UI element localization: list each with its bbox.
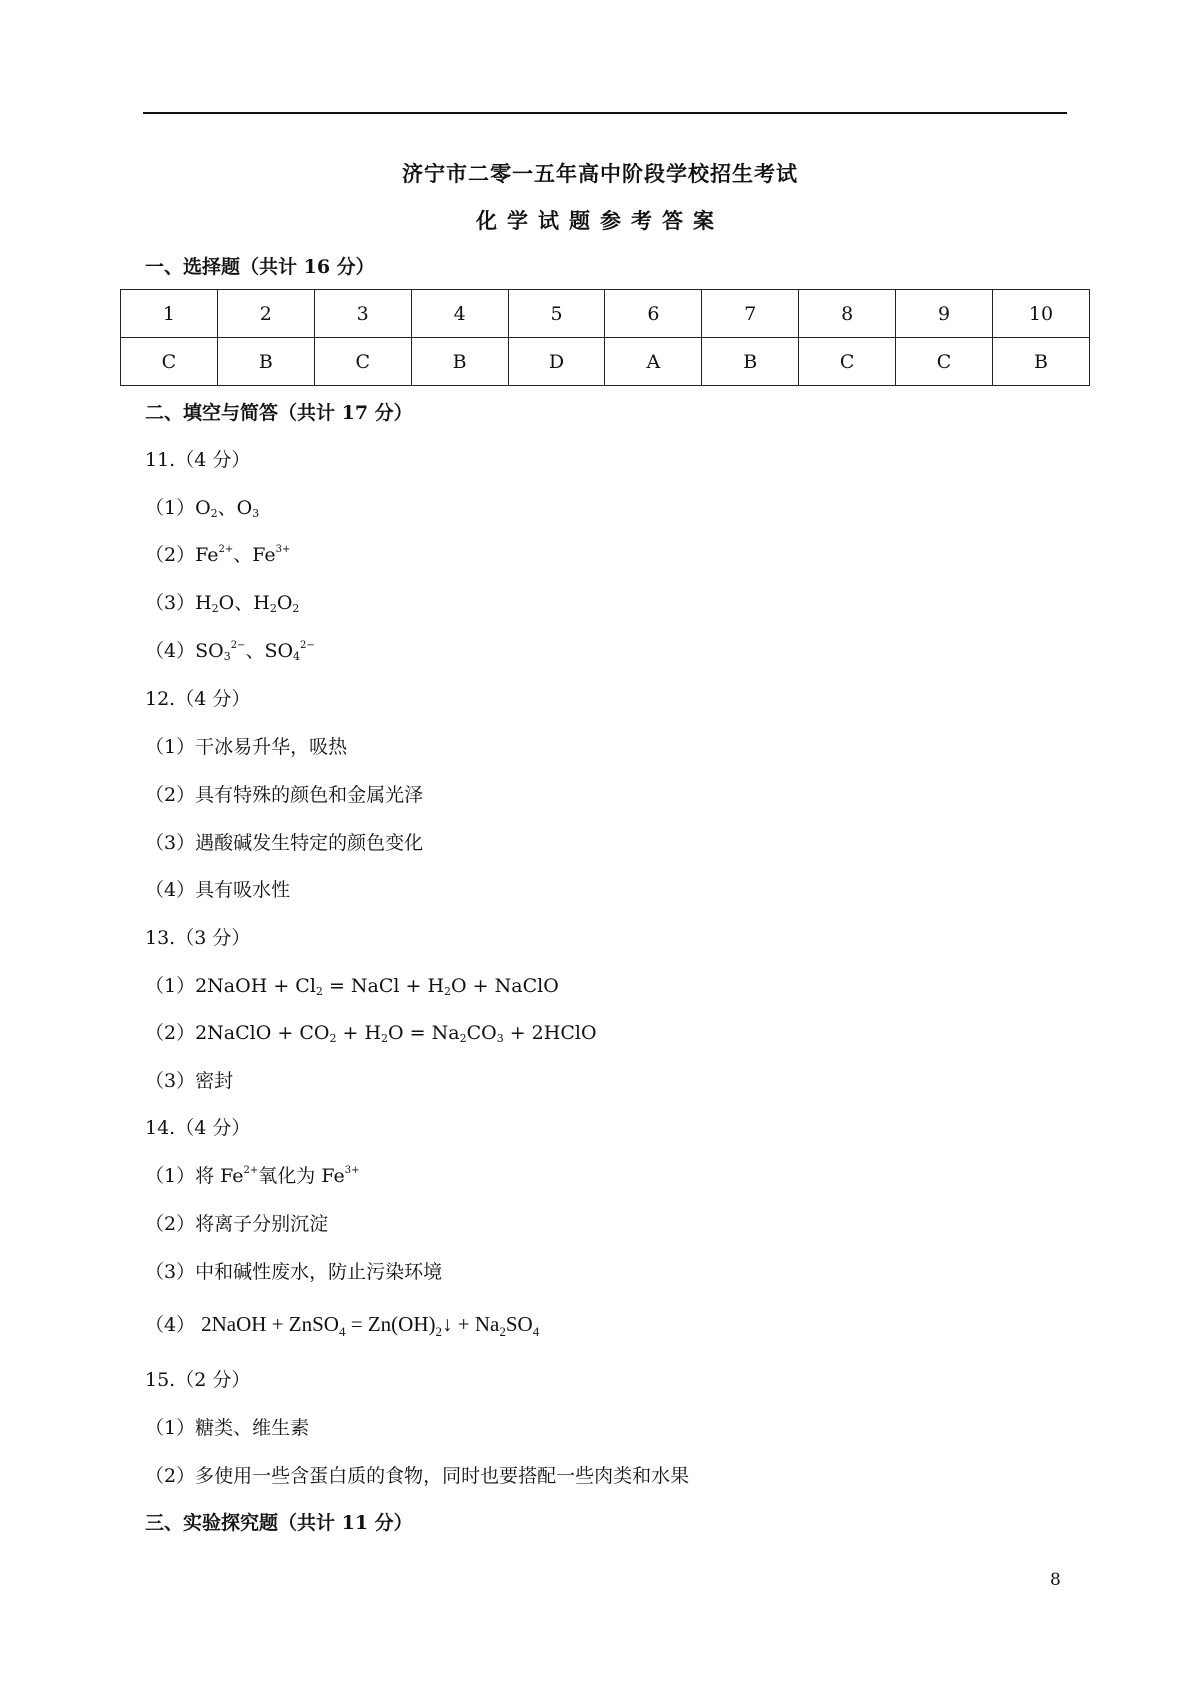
question-13-answer-2: （2）2NaClO + $CO_2 + H_2O = Na_2CO_3$ + 2HClO (145, 1022, 597, 1045)
zinc-reaction-equation: 2NaOH + ZnSO$_4$ = $Zn(OH)_2↓ + Na_2SO_4$ (201, 1312, 540, 1339)
header-rule (143, 112, 1067, 114)
question-12-answer-3: （3）遇酸碱发生特定的颜色变化 (145, 832, 424, 854)
answer-table-answer-row (121, 338, 1090, 386)
question-number-cell: 10 (993, 290, 1090, 338)
section-heading-choice: 一、选择题（共计 16 分） (145, 256, 375, 278)
question-number-cell: 7 (702, 290, 799, 338)
answer-cell: B (993, 338, 1090, 386)
question-11-answer-1: $(1)O_2$、$O_3$ (145, 497, 260, 520)
question-12-answer-1: （1）干冰易升华，吸热 (145, 736, 348, 758)
precipitate-down-arrow-icon: ↓ (441, 1312, 453, 1336)
section-heading-experiment: 三、实验探究题（共计 11 分） (145, 1512, 413, 1534)
question-13-answer-1: （1）2NaOH + $Cl_2$ = NaCl + $H_2O$ + NaClO (145, 975, 559, 998)
question-number-cell: 5 (508, 290, 605, 338)
question-11-answer-3: $(3)H_2O$、$H_2O_2$ (145, 592, 300, 615)
question-11-answer-4: $(4)SO_3^{2-}$、$SO_4^{2-}$ (145, 640, 315, 663)
question-number-cell: 6 (605, 290, 702, 338)
question-15-answer-2: （2）多使用一些含蛋白质的食物，同时也要搭配一些肉类和水果 (145, 1465, 690, 1487)
answer-cell: D (508, 338, 605, 386)
question-15-heading: 15.（2 分） (145, 1369, 251, 1391)
answer-cell: C (121, 338, 218, 386)
answer-cell: C (896, 338, 993, 386)
page-subtitle: 化学试题参考答案 (476, 208, 724, 233)
question-13-heading: 13.（3 分） (145, 927, 251, 949)
answer-cell: B (217, 338, 314, 386)
answer-table-number-row (121, 290, 1090, 338)
question-14-heading: 14.（4 分） (145, 1117, 251, 1139)
question-number-cell: 8 (799, 290, 896, 338)
question-11-answer-2: $(2)Fe^{2+}$、$Fe^{3+}$ (145, 544, 291, 566)
question-14-answer-3: （3）中和碱性废水，防止污染环境 (145, 1261, 443, 1283)
question-11-heading: 11.（4 分） (145, 449, 251, 471)
page-title: 济宁市二零一五年高中阶段学校招生考试 (402, 161, 798, 186)
question-14-answer-1: （1）将 $Fe^{2+}$氧化为 $Fe^{3+}$ (145, 1165, 360, 1187)
question-14-answer-2: （2）将离子分别沉淀 (145, 1213, 329, 1235)
page-number: 8 (1050, 1570, 1061, 1590)
question-number-cell: 9 (896, 290, 993, 338)
answer-table (120, 289, 1090, 386)
question-15-answer-1: （1）糖类、维生素 (145, 1417, 310, 1439)
question-number-cell: 1 (121, 290, 218, 338)
question-12-heading: 12.（4 分） (145, 688, 251, 710)
answer-cell: C (314, 338, 411, 386)
question-number-cell: 2 (217, 290, 314, 338)
question-number-cell: 3 (314, 290, 411, 338)
answer-cell: B (411, 338, 508, 386)
question-14-answer-4: （4） 2NaOH + ZnSO$_4$ = $Zn(OH)_2↓ + Na_2SO_4$ (145, 1312, 540, 1339)
answer-cell: B (702, 338, 799, 386)
answer-cell: A (605, 338, 702, 386)
section-heading-fill-in: 二、填空与简答（共计 17 分） (145, 402, 413, 424)
question-12-answer-4: （4）具有吸水性 (145, 879, 291, 901)
answer-cell: C (799, 338, 896, 386)
question-number-cell: 4 (411, 290, 508, 338)
question-12-answer-2: （2）具有特殊的颜色和金属光泽 (145, 784, 424, 806)
question-13-answer-3: （3）密封 (145, 1070, 234, 1092)
